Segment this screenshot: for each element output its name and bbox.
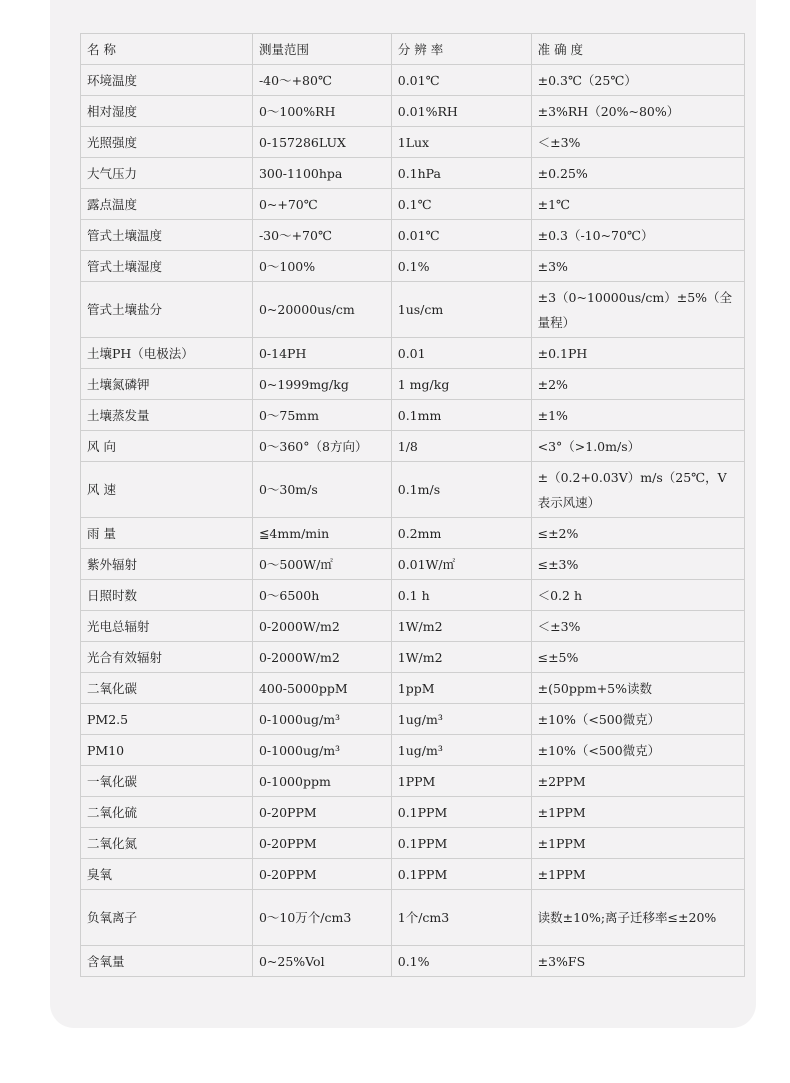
cell-resolution: 0.01℃	[391, 220, 531, 251]
cell-range: -40～+80℃	[252, 65, 391, 96]
table-row	[81, 673, 745, 704]
cell-resolution: 1Lux	[391, 127, 531, 158]
header-accuracy: 准 确 度	[531, 34, 744, 65]
cell-name: 负氧离子	[81, 890, 253, 946]
cell-range: 300-1100hpa	[252, 158, 391, 189]
cell-accuracy: ±3%FS	[531, 946, 744, 977]
table-row	[81, 251, 745, 282]
cell-range: 0~25%Vol	[252, 946, 391, 977]
spec-table-body	[81, 65, 745, 977]
cell-name: 光合有效辐射	[81, 642, 253, 673]
cell-accuracy: ±1PPM	[531, 859, 744, 890]
cell-range: 0～75mm	[252, 400, 391, 431]
cell-resolution: 0.01%RH	[391, 96, 531, 127]
table-row	[81, 797, 745, 828]
cell-name: 管式土壤盐分	[81, 282, 253, 338]
cell-range: 0～360°（8方向）	[252, 431, 391, 462]
cell-range: 0~+70℃	[252, 189, 391, 220]
cell-resolution: 1/8	[391, 431, 531, 462]
table-row	[81, 65, 745, 96]
cell-name: 露点温度	[81, 189, 253, 220]
cell-accuracy: ±10%（<500微克）	[531, 704, 744, 735]
cell-name: 土壤蒸发量	[81, 400, 253, 431]
cell-resolution: 1W/m2	[391, 611, 531, 642]
table-row	[81, 220, 745, 251]
cell-accuracy: ±1PPM	[531, 797, 744, 828]
cell-accuracy: ±1%	[531, 400, 744, 431]
cell-accuracy: ±0.3℃（25℃）	[531, 65, 744, 96]
cell-range: 0-20PPM	[252, 828, 391, 859]
cell-name: 二氧化氮	[81, 828, 253, 859]
cell-accuracy: ±1PPM	[531, 828, 744, 859]
cell-name: 风 速	[81, 462, 253, 518]
table-row	[81, 859, 745, 890]
table-row	[81, 549, 745, 580]
cell-accuracy: 读数±10%;离子迁移率≤±20%	[531, 890, 744, 946]
table-row	[81, 127, 745, 158]
cell-resolution: 0.01	[391, 338, 531, 369]
cell-accuracy: ±(50ppm+5%读数	[531, 673, 744, 704]
cell-resolution: 0.1hPa	[391, 158, 531, 189]
table-row	[81, 890, 745, 946]
cell-range: 0~1999mg/kg	[252, 369, 391, 400]
cell-name: 光电总辐射	[81, 611, 253, 642]
header-range: 测量范围	[252, 34, 391, 65]
cell-name: 紫外辐射	[81, 549, 253, 580]
cell-range: 0～10万个/cm3	[252, 890, 391, 946]
cell-name: 土壤氮磷钾	[81, 369, 253, 400]
table-row	[81, 369, 745, 400]
cell-range: 0~20000us/cm	[252, 282, 391, 338]
cell-range: 0-157286LUX	[252, 127, 391, 158]
cell-name: 雨 量	[81, 518, 253, 549]
cell-name: 相对湿度	[81, 96, 253, 127]
table-row	[81, 400, 745, 431]
table-row	[81, 611, 745, 642]
table-row	[81, 735, 745, 766]
cell-name: 风 向	[81, 431, 253, 462]
table-row	[81, 462, 745, 518]
cell-resolution: 0.2mm	[391, 518, 531, 549]
cell-resolution: 0.01℃	[391, 65, 531, 96]
cell-name: 二氧化硫	[81, 797, 253, 828]
cell-range: 0-20PPM	[252, 797, 391, 828]
cell-range: ≦4mm/min	[252, 518, 391, 549]
cell-resolution: 1ppM	[391, 673, 531, 704]
cell-name: 日照时数	[81, 580, 253, 611]
cell-resolution: 0.1%	[391, 946, 531, 977]
cell-range: 0～30m/s	[252, 462, 391, 518]
cell-name: PM10	[81, 735, 253, 766]
cell-range: 0-1000ug/m³	[252, 735, 391, 766]
spec-table	[80, 33, 745, 977]
cell-resolution: 0.1PPM	[391, 828, 531, 859]
cell-accuracy: ±3%	[531, 251, 744, 282]
cell-name: 含氧量	[81, 946, 253, 977]
cell-name: 臭氧	[81, 859, 253, 890]
cell-accuracy: ≤±3%	[531, 549, 744, 580]
cell-range: 0-1000ppm	[252, 766, 391, 797]
header-name: 名 称	[81, 34, 253, 65]
table-row	[81, 338, 745, 369]
cell-name: PM2.5	[81, 704, 253, 735]
cell-accuracy: ±3（0~10000us/cm）±5%（全量程）	[531, 282, 744, 338]
cell-accuracy: ±0.1PH	[531, 338, 744, 369]
cell-resolution: 0.1mm	[391, 400, 531, 431]
cell-accuracy: ±2%	[531, 369, 744, 400]
table-row	[81, 431, 745, 462]
cell-name: 土壤PH（电极法）	[81, 338, 253, 369]
cell-accuracy: ±10%（<500微克）	[531, 735, 744, 766]
table-row	[81, 580, 745, 611]
cell-resolution: 1 mg/kg	[391, 369, 531, 400]
cell-accuracy: ±（0.2+0.03V）m/s（25℃，V表示风速）	[531, 462, 744, 518]
table-row	[81, 518, 745, 549]
table-row	[81, 766, 745, 797]
cell-range: 0～100%	[252, 251, 391, 282]
cell-resolution: 0.1PPM	[391, 859, 531, 890]
table-row	[81, 642, 745, 673]
cell-resolution: 1PPM	[391, 766, 531, 797]
cell-resolution: 0.01W/㎡	[391, 549, 531, 580]
table-row	[81, 946, 745, 977]
cell-resolution: 1us/cm	[391, 282, 531, 338]
cell-accuracy: ≤±5%	[531, 642, 744, 673]
cell-accuracy: ±3%RH（20%~80%）	[531, 96, 744, 127]
cell-name: 一氧化碳	[81, 766, 253, 797]
table-row	[81, 96, 745, 127]
cell-resolution: 1个/cm3	[391, 890, 531, 946]
cell-accuracy: ±0.3（-10~70℃）	[531, 220, 744, 251]
header-resolution: 分 辨 率	[391, 34, 531, 65]
cell-resolution: 0.1℃	[391, 189, 531, 220]
cell-name: 管式土壤湿度	[81, 251, 253, 282]
cell-range: 0～6500h	[252, 580, 391, 611]
cell-name: 光照强度	[81, 127, 253, 158]
cell-range: 0-20PPM	[252, 859, 391, 890]
cell-range: 400-5000ppM	[252, 673, 391, 704]
table-header-row	[81, 34, 745, 65]
cell-range: 0-2000W/m2	[252, 611, 391, 642]
cell-resolution: 0.1 h	[391, 580, 531, 611]
cell-accuracy: ±1℃	[531, 189, 744, 220]
cell-accuracy: ＜±3%	[531, 611, 744, 642]
cell-resolution: 1ug/m³	[391, 735, 531, 766]
table-row	[81, 828, 745, 859]
table-row	[81, 704, 745, 735]
cell-name: 二氧化碳	[81, 673, 253, 704]
cell-resolution: 0.1m/s	[391, 462, 531, 518]
cell-accuracy: ±2PPM	[531, 766, 744, 797]
cell-accuracy: <3°（>1.0m/s）	[531, 431, 744, 462]
table-row	[81, 158, 745, 189]
cell-range: 0-14PH	[252, 338, 391, 369]
cell-range: 0～500W/㎡	[252, 549, 391, 580]
cell-range: 0～100%RH	[252, 96, 391, 127]
cell-resolution: 0.1PPM	[391, 797, 531, 828]
cell-resolution: 1W/m2	[391, 642, 531, 673]
cell-name: 管式土壤温度	[81, 220, 253, 251]
table-row	[81, 189, 745, 220]
cell-accuracy: ±0.25%	[531, 158, 744, 189]
cell-name: 环境温度	[81, 65, 253, 96]
cell-resolution: 1ug/m³	[391, 704, 531, 735]
table-row	[81, 282, 745, 338]
cell-accuracy: ≤±2%	[531, 518, 744, 549]
cell-range: 0-1000ug/m³	[252, 704, 391, 735]
cell-name: 大气压力	[81, 158, 253, 189]
cell-resolution: 0.1%	[391, 251, 531, 282]
cell-accuracy: ＜±3%	[531, 127, 744, 158]
cell-range: 0-2000W/m2	[252, 642, 391, 673]
cell-range: -30～+70℃	[252, 220, 391, 251]
cell-accuracy: ＜0.2 h	[531, 580, 744, 611]
